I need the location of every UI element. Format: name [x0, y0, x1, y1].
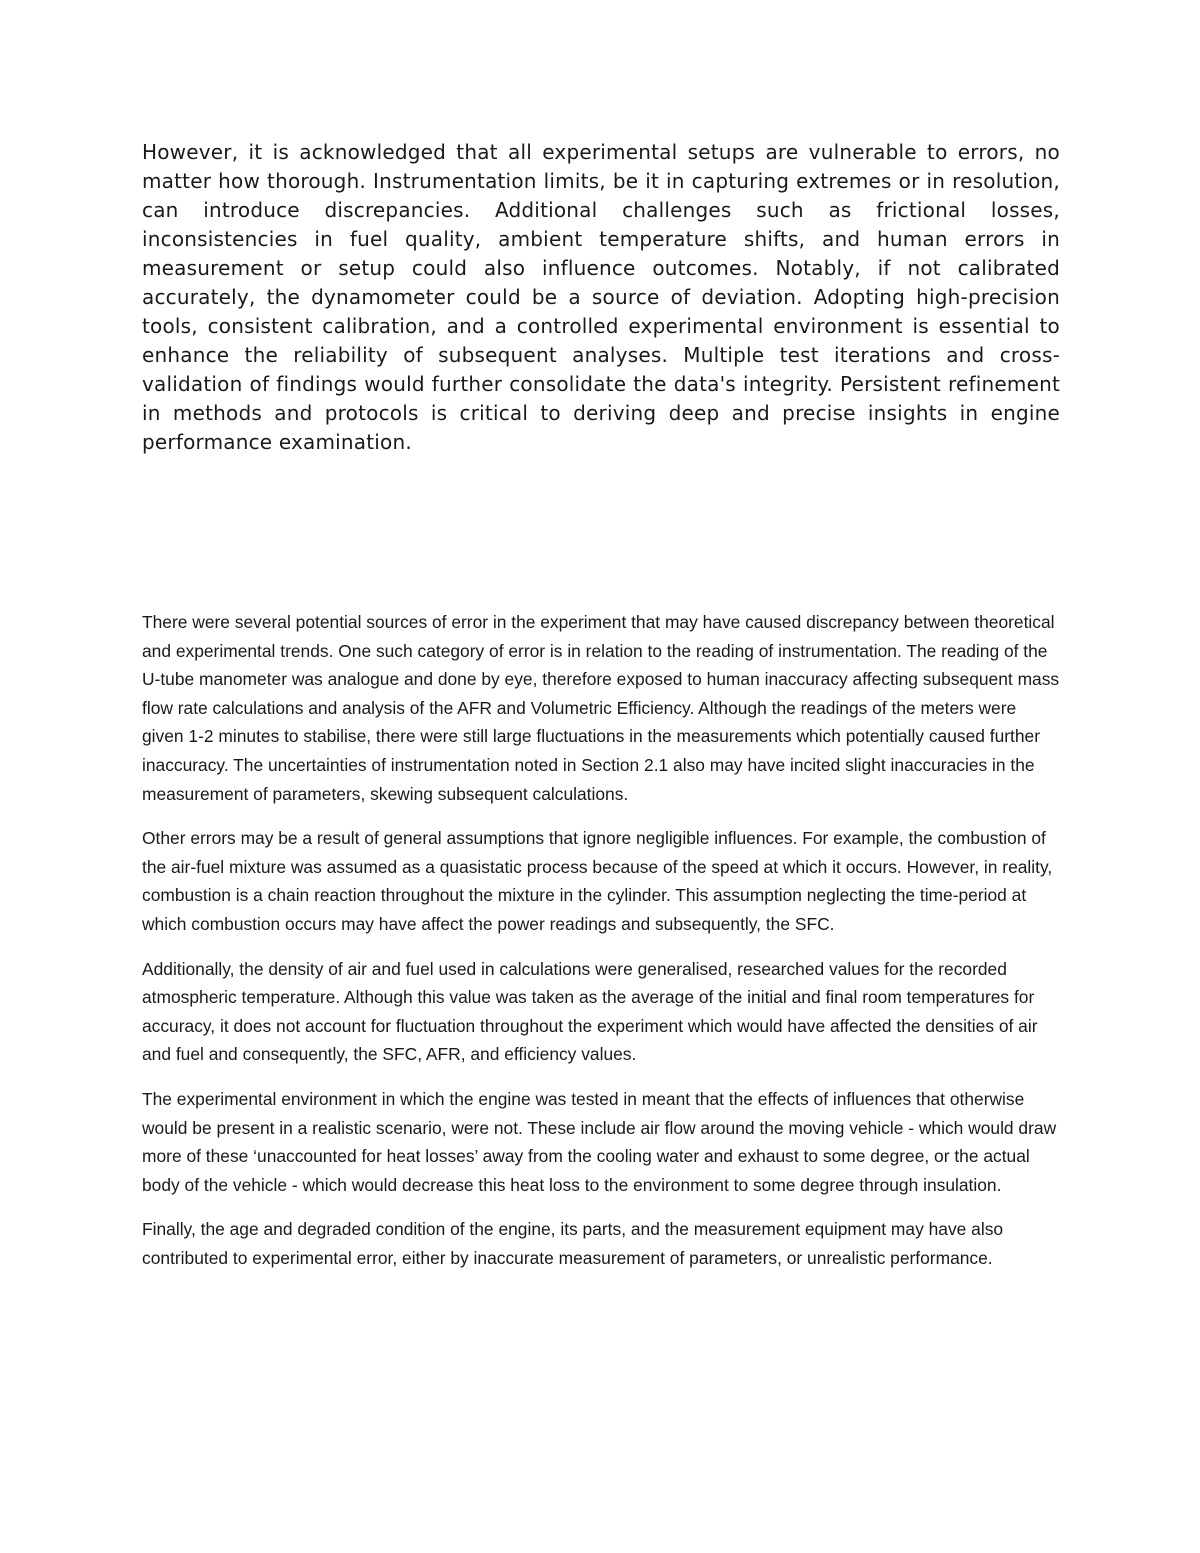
body-paragraph: Additionally, the density of air and fuel used in calculations were generalised, researched values for the recorded atmospheric temperature. Although this value was taken as the average of the initial and final room temperatures for accuracy, it does not account for fluctuation throughout the experiment which would have affected the densities of air and fuel and consequently, the SFC, AFR, and efficiency values. — [142, 958, 1038, 1065]
body-paragraph: Finally, the age and degraded condition of the engine, its parts, and the measurement equipment may have also contributed to experimental error, either by inaccurate measurement of parameters, or unrealistic performance. — [142, 1219, 1004, 1268]
error-discussion-section — [142, 608, 1060, 1288]
body-paragraph: Other errors may be a result of general assumptions that ignore negligible influences. For example, the combustion of the air-fuel mixture was assumed as a quasistatic process because of the speed at which it occurs. However, in reality, combustion is a chain reaction throughout the mixture in the cylinder. This assumption neglecting the time-period at which combustion occurs may have affect the power readings and subsequently, the SFC. — [142, 828, 1053, 934]
body-paragraph: The experimental environment in which the engine was tested in meant that the effects of influences that otherwise would be present in a realistic scenario, were not. These include air flow around the moving vehicle - which would draw more of these ‘unaccounted for heat losses’ away from the cooling water and exhaust to some degree, or the actual body of the vehicle - which would decrease this heat loss to the environment to some degree through insulation. — [142, 1088, 1057, 1195]
body-paragraph: There were several potential sources of error in the experiment that may have caused discrepancy between theoretical and experimental trends. One such category of error is in relation to the reading of instrumentation. The reading of the U-tube manometer was analogue and done by eye, therefore exposed to human inaccuracy affecting subsequent mass flow rate calculations and analysis of the AFR and Volumetric Efficiency. Although the readings of the meters were given 1-2 minutes to stabilise, there were still large fluctuations in the measurements which potentially caused further inaccuracy. The uncertainties of instrumentation noted in Section 2.1 also may have incited slight inaccuracies in the measurement of parameters, skewing subsequent calculations. — [142, 612, 1060, 804]
intro-paragraph: However, it is acknowledged that all experimental setups are vulnerable to errors, no matter how thorough. Instrumentation limits, be it in capturing extremes or in resolution, can introduce discrepancies. Additional challenges such as frictional losses, inconsistencies in fuel quality, ambient temperature shifts, and human errors in measurement or setup could also influence outcomes. Notably, if not calibrated accurately, the dynamometer could be a source of deviation. Adopting high-precision tools, consistent calibration, and a controlled experimental environment is essential to enhance the reliability of subsequent analyses. Multiple test iterations and cross-validation of findings would further consolidate the data's integrity. Persistent refinement in methods and protocols is critical to deriving deep and precise insights in engine performance examination. — [142, 140, 1060, 454]
